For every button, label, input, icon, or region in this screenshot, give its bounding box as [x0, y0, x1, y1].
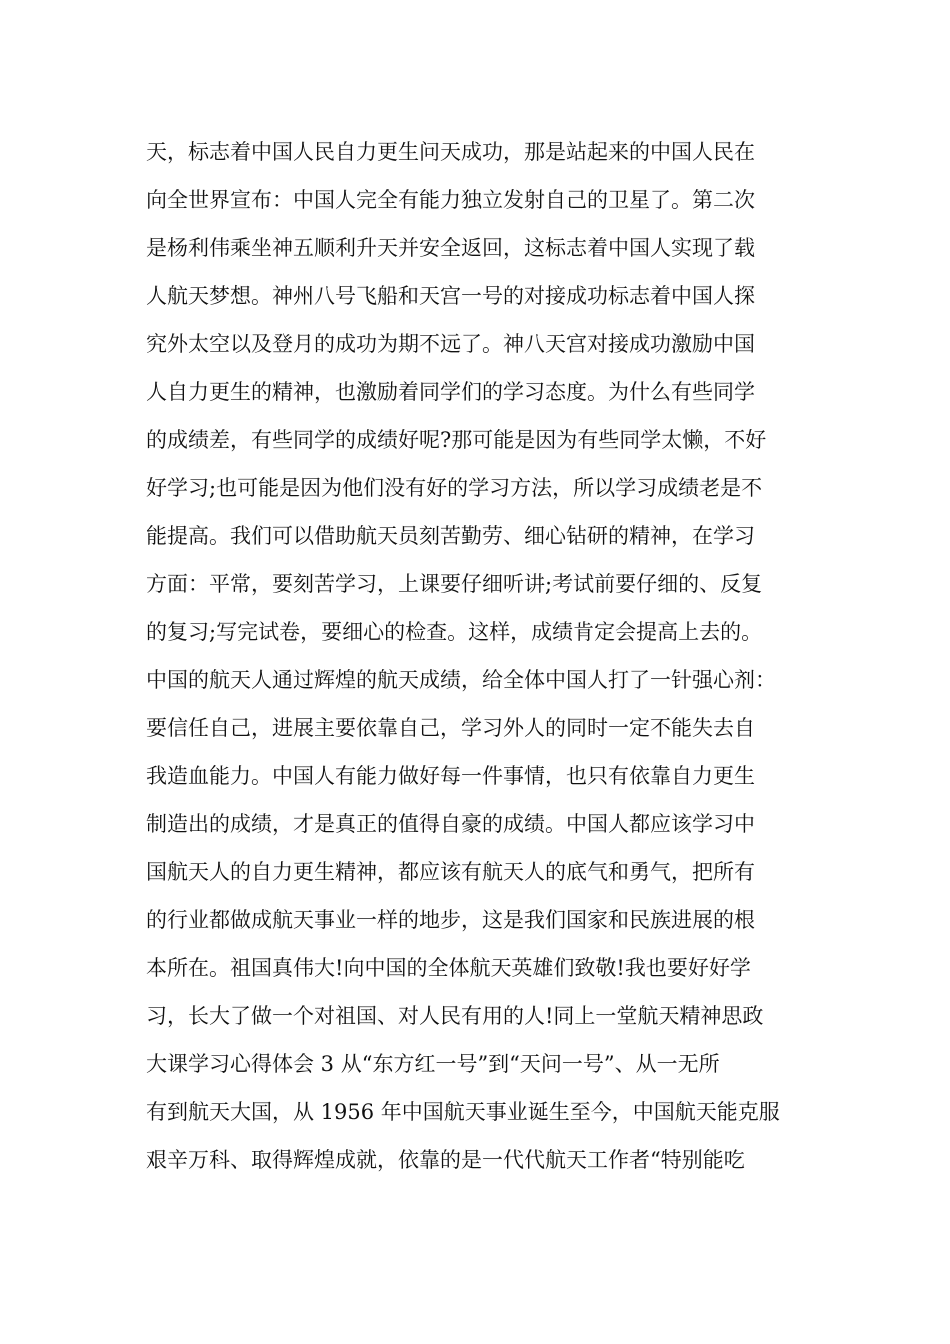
text-line: 有到航天大国，从 1956 年中国航天事业诞生至今，中国航天能克服 [146, 1100, 780, 1124]
text-line: 天，标志着中国人民自力更生问天成功，那是站起来的中国人民在 [146, 140, 755, 164]
text-line: 我造血能力。中国人有能力做好每一件事情，也只有依靠自力更生 [146, 764, 755, 788]
text-line: 艰辛万科、取得辉煌成就，依靠的是一代代航天工作者“特别能吃 [146, 1148, 745, 1172]
text-line: 能提高。我们可以借助航天员刻苦勤劳、细心钻研的精神，在学习 [146, 524, 755, 548]
text-line: 是杨利伟乘坐神五顺利升天并安全返回，这标志着中国人实现了载 [146, 236, 755, 260]
text-line: 大课学习心得体会 3 从“东方红一号”到“天问一号”、从一无所 [146, 1052, 720, 1076]
text-line: 本所在。祖国真伟大!向中国的全体航天英雄们致敬!我也要好好学 [146, 956, 751, 980]
text-line: 国航天人的自力更生精神，都应该有航天人的底气和勇气，把所有 [146, 860, 755, 884]
text-line: 要信任自己，进展主要依靠自己，学习外人的同时一定不能失去自 [146, 716, 755, 740]
text-line: 的成绩差，有些同学的成绩好呢?那可能是因为有些同学太懒，不好 [146, 428, 767, 452]
text-line: 制造出的成绩，才是真正的值得自豪的成绩。中国人都应该学习中 [146, 812, 755, 836]
text-line: 习，长大了做一个对祖国、对人民有用的人!同上一堂航天精神思政 [146, 1004, 764, 1028]
text-line: 好学习;也可能是因为他们没有好的学习方法，所以学习成绩老是不 [146, 476, 763, 500]
text-line: 的行业都做成航天事业一样的地步，这是我们国家和民族进展的根 [146, 908, 755, 932]
text-line: 方面：平常，要刻苦学习，上课要仔细听讲;考试前要仔细的、反复 [146, 572, 763, 596]
body-text [146, 128, 826, 1184]
text-line: 究外太空以及登月的成功为期不远了。神八天宫对接成功激励中国 [146, 332, 755, 356]
text-line: 人自力更生的精神，也激励着同学们的学习态度。为什么有些同学 [146, 380, 755, 404]
text-line: 向全世界宣布：中国人完全有能力独立发射自己的卫星了。第二次 [146, 188, 755, 212]
text-line: 人航天梦想。神州八号飞船和天宫一号的对接成功标志着中国人探 [146, 284, 755, 308]
text-line: 的复习;写完试卷，要细心的检查。这样，成绩肯定会提高上去的。 [146, 620, 763, 644]
text-line: 中国的航天人通过辉煌的航天成绩，给全体中国人打了一针强心剂： [146, 668, 776, 692]
